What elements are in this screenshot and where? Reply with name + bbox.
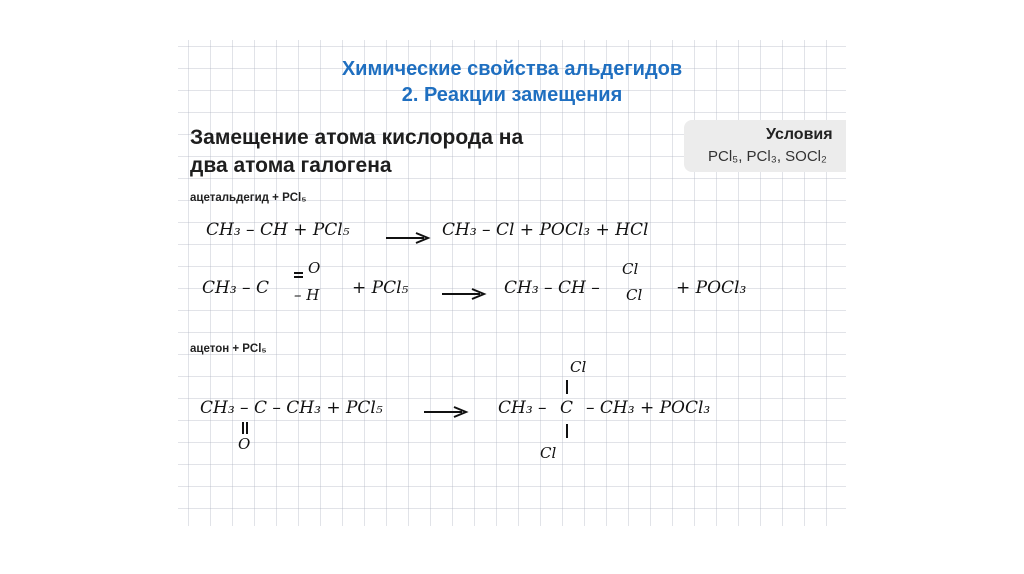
eq2-cl-top: Cl [622, 260, 639, 278]
eq3-product-c: C [560, 398, 574, 418]
eq2-hydrogen: – H [294, 286, 320, 304]
label-acetaldehyde: ацетальдегид + PCl₅ [190, 192, 307, 204]
heading-line-2: два атома галогена [190, 154, 392, 177]
eq3-bond-top [566, 380, 568, 394]
heading-line-1: Замещение атома кислорода на [190, 126, 524, 149]
eq2-arrow [442, 289, 486, 299]
eq2-double-bond-1 [294, 272, 303, 274]
label-acetone: ацетон + PCl₅ [190, 343, 267, 355]
eq3-bond-bottom [566, 424, 568, 438]
conditions-text: PCl₅, PCl₃, SOCl₂ [708, 148, 827, 165]
eq2-cl-bottom: Cl [626, 286, 643, 304]
conditions-box [684, 120, 846, 172]
eq3-arrow [424, 407, 468, 417]
eq2-oxygen: O [308, 259, 321, 277]
eq2-left: CH₃ – C [202, 278, 269, 298]
slide [178, 40, 846, 526]
title-line-1: Химические свойства альдегидов [341, 58, 683, 80]
conditions-title: Условия [766, 126, 833, 143]
eq3-double-bond-1 [242, 422, 244, 434]
eq3-cl-bottom: Cl [540, 444, 557, 462]
eq3-product-left: CH₃ – [498, 398, 547, 418]
eq3-product-right: – CH₃ + POCl₃ [586, 398, 711, 418]
section-heading [190, 124, 660, 180]
eq3-left: CH₃ – C – CH₃ + PCl₅ [200, 398, 383, 418]
eq1-arrow [386, 233, 430, 243]
title-line-2: 2. Реакции замещения [401, 84, 623, 106]
eq1-left: CH₃ – CH + PCl₅ [206, 220, 350, 240]
eq3-cl-top: Cl [570, 358, 587, 376]
eq1-right: CH₃ – Cl + POCl₃ + HCl [442, 220, 649, 240]
eq2-double-bond-2 [294, 276, 303, 278]
eq2-product: CH₃ – CH – [504, 278, 600, 298]
eq3-double-bond-2 [246, 422, 248, 434]
eq3-oxygen: O [238, 435, 251, 453]
slide-title [178, 56, 846, 108]
eq2-byproduct: + POCl₃ [676, 278, 747, 298]
eq2-reagent: + PCl₅ [352, 278, 409, 298]
